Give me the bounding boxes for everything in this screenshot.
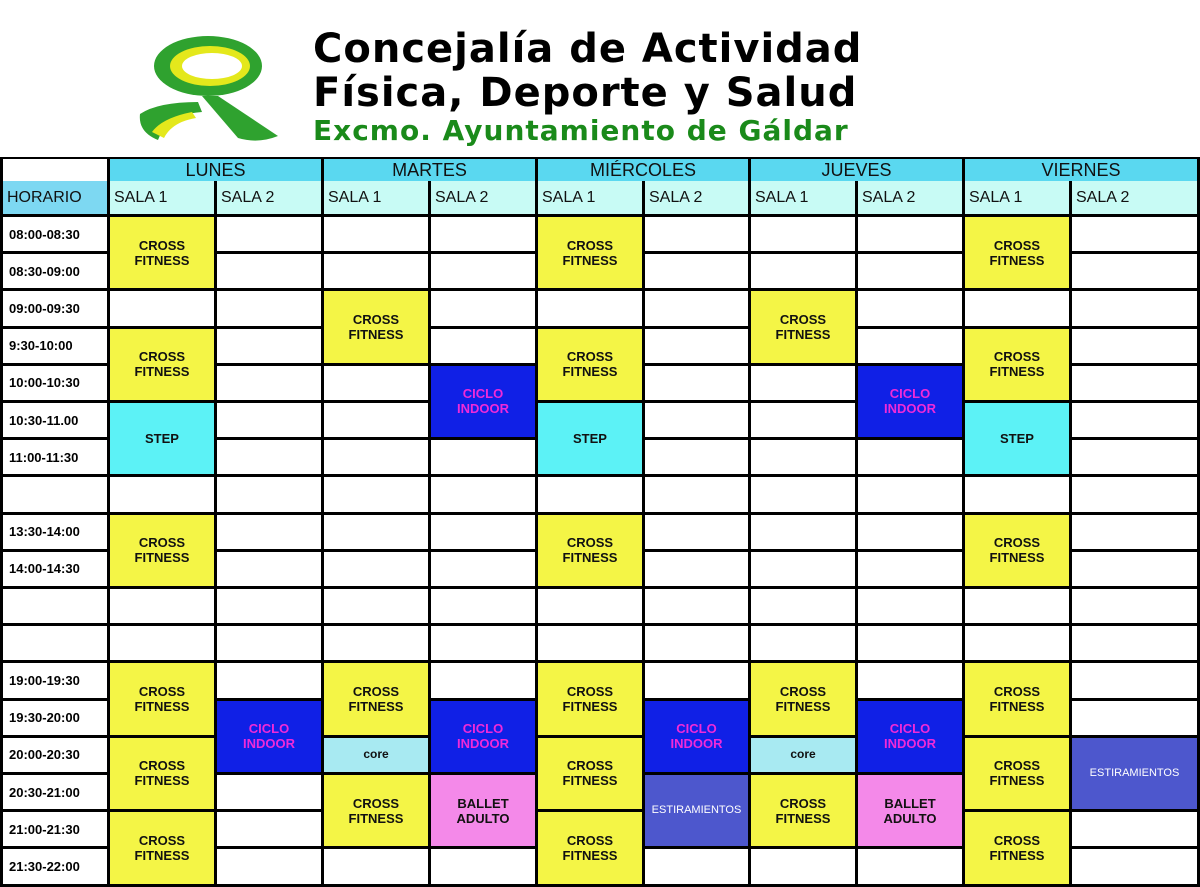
- empty-slot: [538, 477, 642, 511]
- activity-cf: CROSS FITNESS: [324, 291, 428, 362]
- header-line-2: Física, Deporte y Salud: [313, 70, 858, 116]
- activity-cf: CROSS FITNESS: [110, 515, 214, 586]
- activity-cf: CROSS FITNESS: [110, 217, 214, 288]
- header-line-1: Concejalía de Actividad: [313, 26, 863, 72]
- empty-slot: [858, 477, 962, 511]
- activity-cf: CROSS FITNESS: [538, 217, 642, 288]
- empty-slot: [110, 291, 214, 325]
- horario-label: HORARIO: [3, 181, 107, 214]
- empty-slot: [431, 329, 535, 363]
- ayuntamiento-logo: [138, 32, 298, 144]
- activity-cf: CROSS FITNESS: [324, 775, 428, 846]
- time-slot: 14:00-14:30: [3, 552, 107, 586]
- empty-slot: [965, 626, 1069, 660]
- time-slot: [3, 589, 107, 623]
- empty-slot: [217, 366, 321, 400]
- empty-slot: [858, 254, 962, 288]
- empty-slot: [1072, 701, 1197, 735]
- empty-slot: [431, 552, 535, 586]
- empty-slot: [217, 663, 321, 697]
- empty-slot: [858, 440, 962, 474]
- time-slot: 08:00-08:30: [3, 217, 107, 251]
- empty-slot: [217, 477, 321, 511]
- empty-slot: [858, 217, 962, 251]
- sala-header: SALA 2: [645, 181, 748, 214]
- time-slot: 19:00-19:30: [3, 663, 107, 697]
- empty-slot: [858, 515, 962, 549]
- header-line-3: Excmo. Ayuntamiento de Gáldar: [313, 114, 849, 147]
- sala-header: SALA 1: [324, 181, 428, 214]
- empty-slot: [751, 849, 855, 883]
- empty-slot: [217, 440, 321, 474]
- empty-slot: [538, 291, 642, 325]
- activity-cf: CROSS FITNESS: [965, 329, 1069, 400]
- empty-slot: [645, 477, 748, 511]
- empty-slot: [858, 552, 962, 586]
- empty-slot: [645, 515, 748, 549]
- empty-slot: [217, 329, 321, 363]
- activity-cf: CROSS FITNESS: [965, 738, 1069, 809]
- time-slot: [3, 626, 107, 660]
- time-slot: [3, 477, 107, 511]
- empty-slot: [431, 626, 535, 660]
- time-slot: 13:30-14:00: [3, 515, 107, 549]
- empty-slot: [1072, 477, 1197, 511]
- empty-slot: [1072, 291, 1197, 325]
- empty-slot: [217, 291, 321, 325]
- empty-slot: [1072, 552, 1197, 586]
- activity-ballet: BALLET ADULTO: [431, 775, 535, 846]
- empty-slot: [217, 515, 321, 549]
- empty-slot: [965, 477, 1069, 511]
- empty-slot: [324, 515, 428, 549]
- empty-slot: [751, 477, 855, 511]
- empty-slot: [858, 626, 962, 660]
- empty-slot: [751, 254, 855, 288]
- activity-cf: CROSS FITNESS: [538, 738, 642, 809]
- activity-cf: CROSS FITNESS: [965, 515, 1069, 586]
- empty-slot: [645, 403, 748, 437]
- empty-slot: [645, 626, 748, 660]
- sala-header: SALA 2: [217, 181, 321, 214]
- empty-slot: [324, 552, 428, 586]
- empty-slot: [324, 440, 428, 474]
- day-header: VIERNES: [965, 159, 1197, 181]
- activity-ciclo: CICLO INDOOR: [431, 701, 535, 772]
- empty-slot: [217, 217, 321, 251]
- empty-slot: [1072, 217, 1197, 251]
- empty-slot: [110, 589, 214, 623]
- day-header: MARTES: [324, 159, 535, 181]
- empty-slot: [751, 589, 855, 623]
- sala-header: SALA 1: [965, 181, 1069, 214]
- empty-slot: [431, 849, 535, 883]
- activity-step: STEP: [110, 403, 214, 474]
- empty-slot: [217, 552, 321, 586]
- activity-step: STEP: [538, 403, 642, 474]
- empty-slot: [858, 663, 962, 697]
- activity-ciclo: CICLO INDOOR: [217, 701, 321, 772]
- empty-slot: [431, 589, 535, 623]
- empty-slot: [645, 849, 748, 883]
- time-slot: 20:00-20:30: [3, 738, 107, 772]
- empty-slot: [110, 477, 214, 511]
- empty-slot: [538, 589, 642, 623]
- empty-slot: [645, 291, 748, 325]
- activity-cf: CROSS FITNESS: [538, 663, 642, 734]
- empty-slot: [324, 589, 428, 623]
- empty-slot: [217, 775, 321, 809]
- sala-header: SALA 2: [858, 181, 962, 214]
- activity-estir: ESTIRAMIENTOS: [1072, 738, 1197, 809]
- empty-slot: [431, 217, 535, 251]
- activity-cf: CROSS FITNESS: [538, 812, 642, 883]
- empty-slot: [1072, 812, 1197, 846]
- empty-slot: [751, 440, 855, 474]
- activity-cf: CROSS FITNESS: [110, 812, 214, 883]
- sala-header: SALA 2: [431, 181, 535, 214]
- empty-slot: [217, 589, 321, 623]
- sala-header: SALA 1: [538, 181, 642, 214]
- activity-core: core: [324, 738, 428, 772]
- empty-slot: [1072, 254, 1197, 288]
- empty-slot: [1072, 366, 1197, 400]
- empty-slot: [431, 477, 535, 511]
- empty-slot: [645, 217, 748, 251]
- empty-slot: [965, 589, 1069, 623]
- empty-slot: [431, 515, 535, 549]
- day-header: MIÉRCOLES: [538, 159, 748, 181]
- empty-slot: [110, 626, 214, 660]
- time-slot: 21:00-21:30: [3, 812, 107, 846]
- empty-slot: [751, 552, 855, 586]
- empty-slot: [645, 552, 748, 586]
- empty-slot: [858, 329, 962, 363]
- empty-slot: [1072, 589, 1197, 623]
- activity-step: STEP: [965, 403, 1069, 474]
- time-slot: 10:30-11.00: [3, 403, 107, 437]
- time-slot: 09:00-09:30: [3, 291, 107, 325]
- empty-slot: [1072, 329, 1197, 363]
- activity-cf: CROSS FITNESS: [751, 663, 855, 734]
- empty-slot: [751, 366, 855, 400]
- day-header: LUNES: [110, 159, 321, 181]
- empty-slot: [858, 849, 962, 883]
- empty-slot: [751, 515, 855, 549]
- empty-slot: [1072, 403, 1197, 437]
- activity-estir: ESTIRAMIENTOS: [645, 775, 748, 846]
- activity-ballet: BALLET ADULTO: [858, 775, 962, 846]
- sala-header: SALA 2: [1072, 181, 1197, 214]
- activity-cf: CROSS FITNESS: [538, 329, 642, 400]
- empty-slot: [751, 217, 855, 251]
- sala-header: SALA 1: [751, 181, 855, 214]
- empty-slot: [324, 477, 428, 511]
- empty-slot: [751, 626, 855, 660]
- empty-slot: [1072, 849, 1197, 883]
- activity-core: core: [751, 738, 855, 772]
- day-header: JUEVES: [751, 159, 962, 181]
- empty-slot: [645, 254, 748, 288]
- empty-slot: [645, 366, 748, 400]
- empty-slot: [1072, 626, 1197, 660]
- empty-slot: [431, 254, 535, 288]
- empty-slot: [645, 329, 748, 363]
- activity-cf: CROSS FITNESS: [751, 775, 855, 846]
- activity-cf: CROSS FITNESS: [110, 663, 214, 734]
- empty-slot: [858, 291, 962, 325]
- activity-ciclo: CICLO INDOOR: [645, 701, 748, 772]
- empty-slot: [324, 849, 428, 883]
- empty-slot: [858, 589, 962, 623]
- time-slot: 19:30-20:00: [3, 701, 107, 735]
- empty-slot: [324, 217, 428, 251]
- empty-slot: [965, 291, 1069, 325]
- empty-slot: [217, 254, 321, 288]
- empty-slot: [431, 440, 535, 474]
- activity-cf: CROSS FITNESS: [965, 663, 1069, 734]
- activity-cf: CROSS FITNESS: [965, 812, 1069, 883]
- empty-slot: [217, 626, 321, 660]
- empty-slot: [431, 291, 535, 325]
- empty-slot: [1072, 515, 1197, 549]
- empty-slot: [645, 589, 748, 623]
- activity-cf: CROSS FITNESS: [110, 329, 214, 400]
- empty-slot: [217, 403, 321, 437]
- empty-slot: [217, 812, 321, 846]
- empty-slot: [324, 403, 428, 437]
- activity-ciclo: CICLO INDOOR: [858, 366, 962, 437]
- time-slot: 10:00-10:30: [3, 366, 107, 400]
- empty-slot: [645, 440, 748, 474]
- time-slot: 11:00-11:30: [3, 440, 107, 474]
- activity-cf: CROSS FITNESS: [965, 217, 1069, 288]
- time-slot: 21:30-22:00: [3, 849, 107, 883]
- activity-cf: CROSS FITNESS: [538, 515, 642, 586]
- empty-slot: [217, 849, 321, 883]
- activity-ciclo: CICLO INDOOR: [431, 366, 535, 437]
- activity-cf: CROSS FITNESS: [751, 291, 855, 362]
- empty-slot: [751, 403, 855, 437]
- activity-cf: CROSS FITNESS: [324, 663, 428, 734]
- activity-ciclo: CICLO INDOOR: [858, 701, 962, 772]
- empty-slot: [324, 366, 428, 400]
- time-slot: 9:30-10:00: [3, 329, 107, 363]
- empty-slot: [645, 663, 748, 697]
- logo-graphic: [138, 32, 298, 144]
- time-slot: 20:30-21:00: [3, 775, 107, 809]
- empty-slot: [324, 254, 428, 288]
- sala-header: SALA 1: [110, 181, 214, 214]
- empty-slot: [431, 663, 535, 697]
- empty-slot: [1072, 663, 1197, 697]
- activity-cf: CROSS FITNESS: [110, 738, 214, 809]
- empty-slot: [324, 626, 428, 660]
- corner-cell: [3, 159, 107, 181]
- schedule-table: [0, 157, 1200, 887]
- time-slot: 08:30-09:00: [3, 254, 107, 288]
- empty-slot: [538, 626, 642, 660]
- empty-slot: [1072, 440, 1197, 474]
